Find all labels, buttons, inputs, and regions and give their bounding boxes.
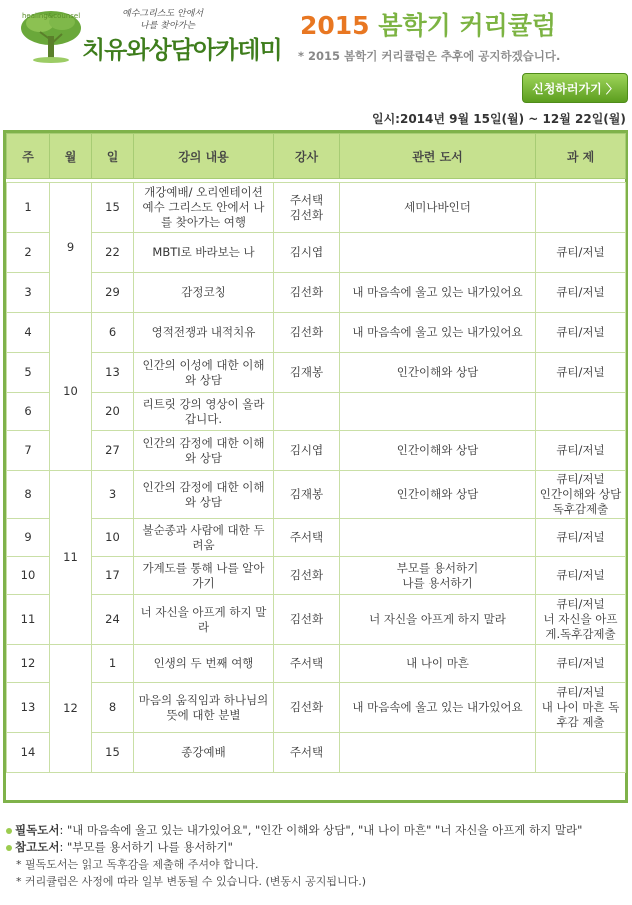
table-header-row [7, 134, 626, 179]
week-cell: 6 [7, 393, 50, 431]
week-cell: 10 [7, 557, 50, 595]
lecture-cell: 개강예배/ 오리엔테이션 예수 그리스도 안에서 나를 찾아가는 여행 [134, 183, 274, 233]
book-cell: 부모를 용서하기 나를 용서하기 [340, 557, 536, 595]
teacher-cell: 김시엽 [274, 431, 340, 471]
curriculum-notice: * 2015 봄학기 커리큘럼은 추후에 공지하겠습니다. [298, 49, 561, 63]
book-cell [340, 733, 536, 773]
day-cell: 24 [92, 595, 134, 645]
month-cell: 12 [50, 645, 92, 773]
book-cell [340, 519, 536, 557]
book-cell: 내 나이 마흔 [340, 645, 536, 683]
table-row [7, 273, 626, 313]
lecture-cell: 영적전쟁과 내적치유 [134, 313, 274, 353]
task-cell [536, 393, 626, 431]
task-cell: 큐티/저널 [536, 557, 626, 595]
month-cell: 9 [50, 183, 92, 313]
teacher-cell: 김재봉 [274, 471, 340, 519]
table-row [7, 431, 626, 471]
bullet-icon [6, 828, 12, 834]
required-label: 필독도서 [15, 823, 60, 837]
day-cell: 20 [92, 393, 134, 431]
teacher-cell: 김선화 [274, 313, 340, 353]
week-cell: 7 [7, 431, 50, 471]
book-cell: 내 마음속에 울고 있는 내가있어요 [340, 313, 536, 353]
header-day: 일 [92, 134, 134, 179]
teacher-cell: 주서택 김선화 [274, 183, 340, 233]
teacher-cell: 김선화 [274, 557, 340, 595]
header-book: 관련 도서 [340, 134, 536, 179]
reference-text: : "부모를 용서하기 나를 용서하기" [59, 840, 233, 854]
month-cell: 10 [50, 313, 92, 471]
book-cell: 내 마음속에 울고 있는 내가있어요 [340, 683, 536, 733]
book-cell [340, 393, 536, 431]
header-lecture: 강의 내용 [134, 134, 274, 179]
day-cell: 15 [92, 183, 134, 233]
teacher-cell: 김시엽 [274, 233, 340, 273]
task-cell: 큐티/저널 [536, 233, 626, 273]
table-row [7, 183, 626, 233]
teacher-cell: 김재봉 [274, 353, 340, 393]
task-cell: 큐티/저널 너 자신을 아프게.독후감제출 [536, 595, 626, 645]
teacher-cell: 김선화 [274, 273, 340, 313]
logo-tagline [122, 8, 203, 32]
reference-label: 참고도서 [15, 840, 60, 854]
table-row [7, 557, 626, 595]
lecture-cell: 너 자신을 아프게 하지 말라 [134, 595, 274, 645]
header-month: 월 [50, 134, 92, 179]
week-cell: 1 [7, 183, 50, 233]
day-cell: 22 [92, 233, 134, 273]
book-cell: 인간이해와 상담 [340, 471, 536, 519]
required-books [6, 822, 626, 839]
logo-tagline-line-1: 예수그리스도 안에서 [122, 9, 204, 19]
required-text: : "내 마음속에 울고 있는 내가있어요", "인간 이해와 상담", "내 나이 마흔" "너 자신을 아프게 하지 말라" [59, 823, 583, 837]
table-row [7, 645, 626, 683]
logo-small-text: healing&counsel [22, 12, 81, 20]
bullet-icon [6, 845, 12, 851]
note-1: * 필독도서는 읽고 독후감을 제출해 주셔야 합니다. [16, 858, 259, 871]
book-cell: 내 마음속에 울고 있는 내가있어요 [340, 273, 536, 313]
title-year: 2015 [300, 11, 370, 40]
day-cell: 3 [92, 471, 134, 519]
week-cell: 5 [7, 353, 50, 393]
lecture-cell: 인간의 이성에 대한 이해와 상담 [134, 353, 274, 393]
task-cell: 큐티/저널 인간이해와 상담 독후감제출 [536, 471, 626, 519]
day-cell: 8 [92, 683, 134, 733]
task-cell: 큐티/저널 [536, 431, 626, 471]
day-cell: 10 [92, 519, 134, 557]
task-cell: 큐티/저널 [536, 313, 626, 353]
table-row [7, 733, 626, 773]
logo-tagline-line-2: 나를 찾아가는 [140, 21, 196, 31]
day-cell: 17 [92, 557, 134, 595]
table-row [7, 683, 626, 733]
header-teacher: 강사 [274, 134, 340, 179]
week-cell: 9 [7, 519, 50, 557]
table-row [7, 595, 626, 645]
title-rest: 봄학기 커리큘럼 [369, 11, 557, 40]
teacher-cell: 주서택 [274, 645, 340, 683]
academy-logo[interactable] [18, 6, 282, 64]
lecture-cell: 인생의 두 번째 여행 [134, 645, 274, 683]
teacher-cell: 김선화 [274, 595, 340, 645]
teacher-cell: 주서택 [274, 733, 340, 773]
task-cell [536, 183, 626, 233]
week-cell: 14 [7, 733, 50, 773]
lecture-cell: 리트릿 강의 영상이 올라갑니다. [134, 393, 274, 431]
day-cell: 15 [92, 733, 134, 773]
week-cell: 13 [7, 683, 50, 733]
week-cell: 12 [7, 645, 50, 683]
apply-button[interactable]: 신청하러가기 〉 [522, 73, 628, 103]
table-row [7, 471, 626, 519]
task-cell: 큐티/저널 [536, 273, 626, 313]
page-title [300, 6, 556, 42]
lecture-cell: 종강예배 [134, 733, 274, 773]
table-row [7, 313, 626, 353]
day-cell: 6 [92, 313, 134, 353]
lecture-cell: MBTI로 바라보는 나 [134, 233, 274, 273]
day-cell: 1 [92, 645, 134, 683]
task-cell: 큐티/저널 [536, 645, 626, 683]
table-row [7, 393, 626, 431]
course-period: 일시:2014년 9월 15일(월) ~ 12월 22일(월) [372, 112, 626, 126]
teacher-cell: 김선화 [274, 683, 340, 733]
lecture-cell: 불순종과 사람에 대한 두려움 [134, 519, 274, 557]
header-task: 과 제 [536, 134, 626, 179]
task-cell: 큐티/저널 내 나이 마흔 독후감 제출 [536, 683, 626, 733]
table-row [7, 519, 626, 557]
book-cell: 너 자신을 아프게 하지 말라 [340, 595, 536, 645]
day-cell: 29 [92, 273, 134, 313]
table-row [7, 233, 626, 273]
task-cell: 큐티/저널 [536, 519, 626, 557]
page-header [0, 0, 632, 78]
book-cell [340, 233, 536, 273]
teacher-cell [274, 393, 340, 431]
table-row [7, 353, 626, 393]
day-cell: 13 [92, 353, 134, 393]
week-cell: 3 [7, 273, 50, 313]
week-cell: 11 [7, 595, 50, 645]
lecture-cell: 감정코칭 [134, 273, 274, 313]
footer-notes [6, 822, 626, 890]
book-cell: 세미나바인더 [340, 183, 536, 233]
day-cell: 27 [92, 431, 134, 471]
logo-name: 치유와상담아카데미 [82, 36, 282, 64]
week-cell: 2 [7, 233, 50, 273]
header-week: 주 [7, 134, 50, 179]
week-cell: 4 [7, 313, 50, 353]
teacher-cell: 주서택 [274, 519, 340, 557]
lecture-cell: 가계도를 통해 나를 알아가기 [134, 557, 274, 595]
lecture-cell: 인간의 감정에 대한 이해와 상담 [134, 471, 274, 519]
reference-books [6, 839, 626, 856]
note-2: * 커리큘럼은 사정에 따라 일부 변동될 수 있습니다. (변동시 공지됩니다.) [16, 875, 367, 888]
curriculum-table [3, 130, 628, 803]
book-cell: 인간이해와 상담 [340, 431, 536, 471]
book-cell: 인간이해와 상담 [340, 353, 536, 393]
task-cell: 큐티/저널 [536, 353, 626, 393]
week-cell: 8 [7, 471, 50, 519]
month-cell: 11 [50, 471, 92, 645]
lecture-cell: 마음의 움직임과 하나님의 뜻에 대한 분별 [134, 683, 274, 733]
lecture-cell: 인간의 감정에 대한 이해와 상담 [134, 431, 274, 471]
task-cell [536, 733, 626, 773]
